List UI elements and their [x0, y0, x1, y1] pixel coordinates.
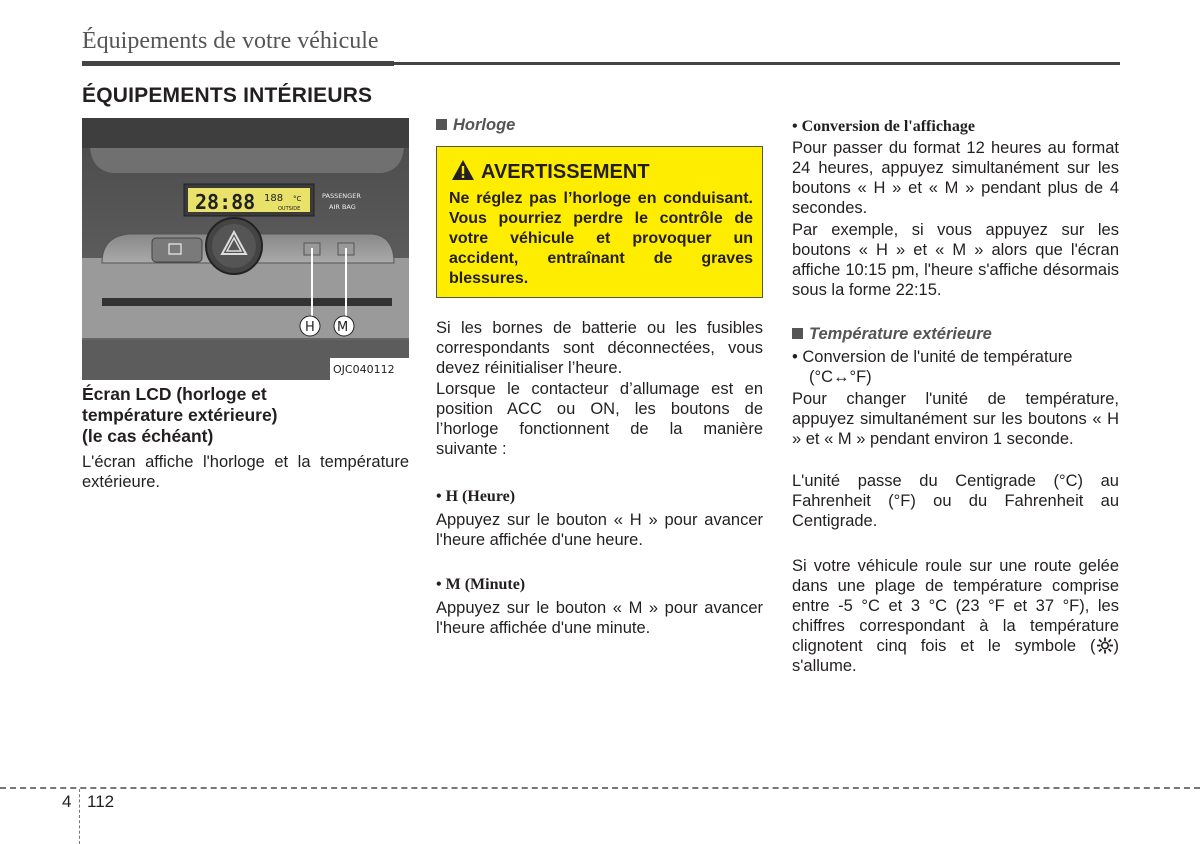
chapter-number: 4	[62, 792, 72, 811]
footer-divider	[79, 789, 80, 844]
square-bullet-icon	[436, 119, 447, 130]
lcd-heading	[82, 384, 409, 447]
lcd-heading-line1: Écran LCD (horloge et	[82, 384, 267, 404]
lcd-body: L'écran affiche l'horloge et la température extérieure.	[82, 453, 409, 491]
callout-h: H	[305, 320, 315, 335]
lcd-temp: 188	[264, 193, 284, 204]
warning-title: AVERTISSEMENT	[481, 161, 650, 183]
temperature-bullet-line1: • Conversion de l'unité de température	[792, 348, 1073, 366]
clock-subhead-text: Horloge	[453, 116, 516, 134]
chapter-title: Équipements de votre véhicule	[82, 28, 379, 54]
lcd-unit: °C	[293, 195, 302, 203]
footer-rule	[0, 787, 1200, 789]
conversion-title: • Conversion de l'affichage	[792, 118, 975, 135]
hour-text: Appuyez sur le bouton « H » pour avancer l'heure affichée d'une heure.	[436, 511, 763, 549]
warning-box	[436, 146, 763, 298]
warning-text: Ne réglez pas l’horloge en conduisant. Vous pourriez perdre le contrôle de votre véhicule et provoquer un accident, entraînant de graves blessures.	[449, 190, 753, 287]
airbag-label: AIR BAG	[329, 203, 356, 211]
dashboard-figure	[82, 118, 409, 380]
minute-text: Appuyez sur le bouton « M » pour avancer l'heure affichée d'une minute.	[436, 599, 763, 637]
temperature-bullet	[792, 347, 1119, 387]
passenger-label: PASSENGER	[322, 192, 361, 200]
header-rule-accent	[82, 61, 394, 66]
temperature-paragraph-1: Pour changer l'unité de température, appuyez simultanément sur les boutons « H » et « M » pendant environ 1 seconde.	[792, 390, 1119, 448]
lcd-time: 28:88	[195, 190, 256, 214]
lcd-heading-line3: (le cas échéant)	[82, 426, 214, 446]
temperature-subhead-text: Température extérieure	[809, 325, 992, 343]
warning-triangle-icon	[451, 159, 475, 181]
dashboard-illustration	[82, 118, 409, 380]
square-bullet-icon	[792, 328, 803, 339]
callout-m: M	[337, 320, 349, 335]
temperature-p3-after: ) s'allume.	[792, 637, 1119, 675]
figure-code: OJC040112	[333, 363, 395, 376]
temperature-subhead	[792, 325, 992, 344]
lcd-outside: OUTSIDE	[278, 206, 301, 212]
clock-subhead	[436, 116, 515, 135]
ignition-paragraph: Lorsque le contacteur d’allumage est en position ACC ou ON, les boutons de l’horloge fonctionnent de la manière suivante :	[436, 380, 763, 458]
section-title: ÉQUIPEMENTS INTÉRIEURS	[82, 84, 373, 107]
temperature-bullet-line2: (°C↔°F)	[809, 368, 872, 386]
conversion-paragraph-2: Par exemple, si vous appuyez sur les boutons « H » et « M » alors que l'écran affiche 10:15 pm, l'heure s'affiche désormais sous la forme 22:15.	[792, 221, 1119, 299]
page-number: 112	[87, 792, 115, 811]
lcd-heading-line2: température extérieure)	[82, 405, 278, 425]
battery-paragraph: Si les bornes de batterie ou les fusibles correspondants sont déconnectées, vous devez réinitialiser l’heure.	[436, 319, 763, 377]
temperature-paragraph-3	[792, 556, 1119, 676]
temperature-p3-before: Si votre véhicule roule sur une route gelée dans une plage de température comprise entre -5 °C et 3 °C (23 °F et 37 °F), les chiffres correspondant à la température clignotent cinq fois et le symbole (	[792, 557, 1119, 655]
conversion-paragraph-1: Pour passer du format 12 heures au format 24 heures, appuyez simultanément sur les boutons « H » et « M » pendant plus de 4 secondes.	[792, 139, 1119, 217]
ice-warning-icon	[1096, 637, 1114, 654]
temperature-paragraph-2: L'unité passe du Centigrade (°C) au Fahrenheit (°F) ou du Fahrenheit au Centigrade.	[792, 472, 1119, 530]
hour-title: • H (Heure)	[436, 488, 516, 505]
minute-title: • M (Minute)	[436, 576, 526, 593]
